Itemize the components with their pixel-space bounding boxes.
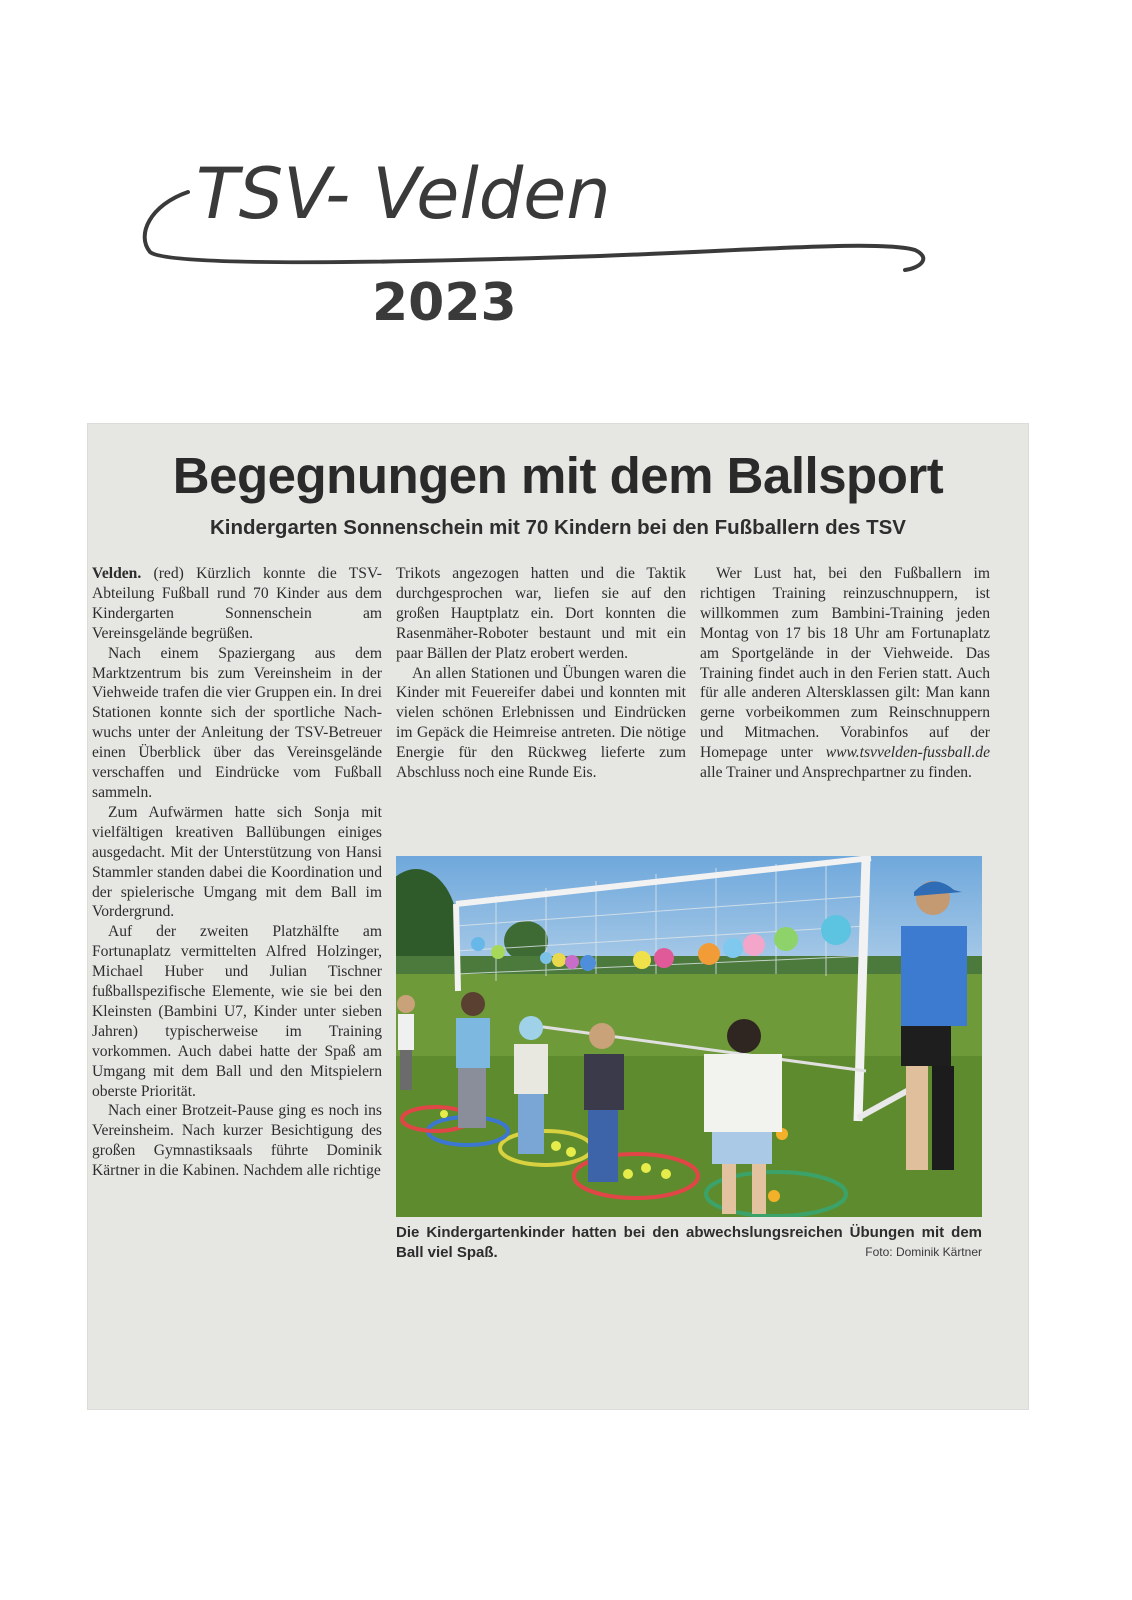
article-paragraph: An allen Stationen und Übungen waren die Kinder mit Feuereifer dabei und konnten mit vielen schönen Erlebnissen und Eindrücken im Gepäck die Heimreise antreten. Die nötige Energie für den Rückweg lieferte zum Abschluss noch eine Runde Eis. <box>396 664 686 782</box>
article-paragraph: Zum Aufwärmen hatte sich Sonja mit vielfältigen kreativen Ballübungen einiges ausgedacht. Mit der Unterstützung von Hansi Stammler standen dabei die Koordination und der spielerische Umgang mit dem Ball im Vordergrund. <box>92 803 382 921</box>
article-column-3 <box>700 564 990 841</box>
article-paragraph <box>92 564 382 644</box>
article-paragraph: Nach einer Brotzeit-Pause ging es noch ins Vereinsheim. Nach kurzer Besichtigung des großen Gymnastiksaals führte Dominik Kärtner in die Kabinen. Nachdem alle richtige <box>92 1102 382 1180</box>
article-column-1 <box>92 564 382 1181</box>
article-column-2 <box>396 564 686 841</box>
article-paragraph: Trikots angezogen hatten und die Taktik durchgesprochen war, liefen sie auf den großen Hauptplatz ein. Dort konnten die Rasenmäher-Roboter bestaunt und mit ein paar Bällen der Platz erobert werden. <box>396 565 686 662</box>
article-paragraph <box>700 564 990 783</box>
website-link[interactable]: www.tsvvelden-fussball.de <box>825 744 990 762</box>
article-subheadline: Kindergarten Sonnenschein mit 70 Kindern bei den Fußballern des TSV <box>210 516 906 539</box>
article-paragraph: Auf der zweiten Platzhälfte am Fortunaplatz vermittelten Alfred Holzinger, Michael Huber und Julian Tischner fußballspezifische Elemente, wie sie bei den Kleinsten (Bambini U7, Kinder unter sieben Jahren) typischerweise im Training vorkommen. Auch dabei hatte der Spaß am Umgang mit dem Ball und den Mitspielern oberste Priorität. <box>92 923 382 1100</box>
handwritten-year: 2023 <box>372 273 517 333</box>
handwritten-note <box>0 0 1132 360</box>
dateline: Velden. <box>92 565 142 582</box>
photo-caption: Die Kindergartenkinder hatten bei den abwechslungsreichen Übungen mit dem Ball viel Spaß. <box>396 1224 982 1261</box>
paragraph-text: alle Trainer und Ansprechpartner zu finden. <box>700 764 972 782</box>
handwritten-title: TSV- Velden <box>196 153 611 235</box>
paragraph-text: (red) Kürzlich konnte die TSV-Abteilung Fußball rund 70 Kinder aus dem Kindergarten Sonnenschein am Vereinsgelände begrüßen. <box>92 565 382 642</box>
article-photo <box>396 856 982 1217</box>
paragraph-text: Wer Lust hat, bei den Fußballern im richtigen Training reinzuschnuppern, ist willkommen zum Bambini-Training jeden Montag von 17 bis 18 Uhr am Fortunaplatz am Sportgelände in der Viehweide. Das Training findet auch in den Ferien statt. Auch für alle anderen Altersklassen gilt: Man kann gerne vorbeikommen zum Reinschnuppern und Mitmachen. Vorabinfos auf der Homepage unter <box>700 565 990 762</box>
article-paragraph: Nach einem Spaziergang aus dem Marktzentrum bis zum Vereinsheim in der Viehweide trafen die vier Gruppen ein. In drei Stationen konnte sich der sportliche Nachwuchs unter der Anleitung der TSV-Betreuer einen Überblick über das Vereinsgelände verschaffen und Eindrücke vom Fußball sammeln. <box>92 644 382 801</box>
newspaper-clipping <box>88 424 1028 1409</box>
photo-illustration <box>396 856 982 1217</box>
article-headline: Begegnungen mit dem Ballsport <box>172 447 944 504</box>
handwriting-drawing <box>0 0 1132 360</box>
photo-credit: Foto: Dominik Kärtner <box>865 1245 982 1259</box>
